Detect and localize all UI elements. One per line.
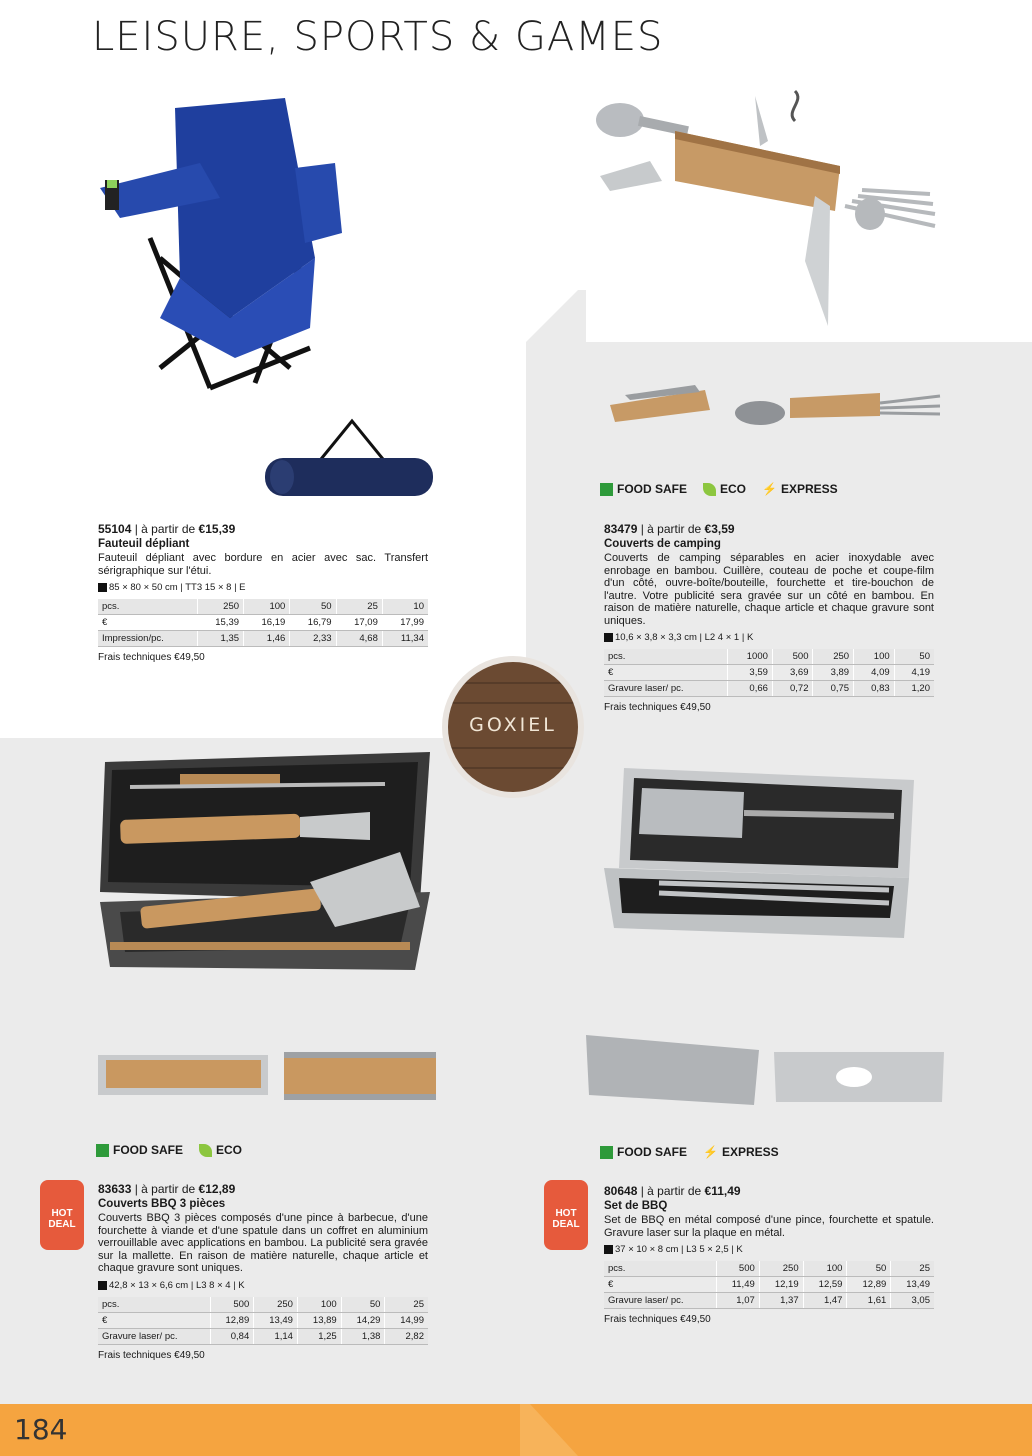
eco-leaf-icon <box>199 1144 212 1157</box>
eco-badge: ECO <box>703 482 746 496</box>
price-table: pcs. 500 250 100 50 25 € 11,49 12,19 12,59 12,89 13,49 Gravure laser/ pc. 1,07 1,37 1,47 1,61 3,05 <box>604 1261 934 1309</box>
dimensions-icon <box>98 583 107 592</box>
food-safe-badge: FOOD SAFE <box>600 1145 687 1159</box>
dimensions-icon <box>604 633 613 642</box>
product-description: Fauteuil dépliant avec bordure en acier avec sac. Transfert sérigraphique sur l'étui. <box>98 552 428 577</box>
bbq-case-thumbnails <box>96 1050 441 1105</box>
chair-bag-image <box>262 416 437 501</box>
bbq-set-case-thumbnails <box>584 1030 946 1110</box>
product-spec: 10,6 × 3,8 × 3,3 cm | L2 4 × 1 | K <box>604 631 934 644</box>
bbq-set-case-image <box>604 768 914 948</box>
product-name: Set de BBQ <box>604 1200 668 1212</box>
product-description: Couverts de camping séparables en acier inoxydable avec enrobage en bambou. Cuillère, couteau de poche et coupe-film d'un côté, ouvre-boîte/bouteille, fourchette et tire-bouchon de l'autre. Votre publicité sera gravée sur un côté en bambou. En raison de matière naturelle, chaque article et chaque gravure sont uniques. <box>604 552 934 627</box>
diagonal-corner-bottom <box>476 1350 536 1410</box>
product-80648: 80648 | à partir de €11,49 Set de BBQ Set de BBQ en métal composé d'une pince, fourchette et spatule. Gravure laser sur la plaque en métal. 37 × 10 × 8 cm | L3 5 × 2,5 | K pcs. 500 250 100 50 25 € 11,49 12,19 12,59 12,89 13,49 Gravure laser/ pc. 1,07 1,37 1,47 1,61 3,05 Frais techniques €49,50 <box>604 1184 934 1325</box>
goxiel-logo: GOXIEL <box>448 662 578 792</box>
product-55104: 55104 | à partir de €15,39 Fauteuil dépliant Fauteuil dépliant avec bordure en acier avec sac. Transfert sérigraphique sur l'étui. 85 × 80 × 50 cm | TT3 15 × 8 | E pcs. 250 100 50 25 10 € 15,39 16,19 16,79 17,09 17,99 Impression/pc. 1,35 1,46 2,33 4,68 11,34 Frais techniques €49,50 <box>98 522 428 663</box>
hot-deal-badge: HOT DEAL <box>544 1180 588 1250</box>
lightning-icon: ⚡ <box>703 1145 718 1159</box>
food-safe-badge: FOOD SAFE <box>96 1143 183 1157</box>
eco-leaf-icon <box>703 483 716 496</box>
footer-bar <box>0 1404 1032 1456</box>
badges-83633 <box>96 1143 242 1157</box>
product-spec: 85 × 80 × 50 cm | TT3 15 × 8 | E <box>98 581 428 594</box>
lightning-icon: ⚡ <box>762 482 777 496</box>
price-table: pcs. 500 250 100 50 25 € 12,89 13,49 13,89 14,29 14,99 Gravure laser/ pc. 0,84 1,14 1,25 1,38 2,82 <box>98 1297 428 1345</box>
food-safe-icon <box>96 1144 109 1157</box>
food-safe-badge: FOOD SAFE <box>600 482 687 496</box>
food-safe-icon <box>600 483 613 496</box>
product-description: Set de BBQ en métal composé d'une pince, fourchette et spatule. Gravure laser sur la plaque en métal. <box>604 1214 934 1239</box>
express-badge: ⚡ EXPRESS <box>703 1145 779 1159</box>
footer-diagonal <box>520 1404 580 1456</box>
price-table: pcs. 250 100 50 25 10 € 15,39 16,19 16,79 17,09 17,99 Impression/pc. 1,35 1,46 2,33 4,68 11,34 <box>98 599 428 647</box>
dimensions-icon <box>98 1281 107 1290</box>
hot-deal-badge: HOT DEAL <box>40 1180 84 1250</box>
diagonal-corner <box>526 290 586 350</box>
express-badge: ⚡ EXPRESS <box>762 482 838 496</box>
folding-chair-image <box>60 88 360 408</box>
product-description: Couverts BBQ 3 pièces composés d'une pince à barbecue, d'une fourchette à viande et d'une spatule dans un coffret en aluminium verrouillable avec applications en bambou. La publicité sera gravée sur la mallette. En raison de matière naturelle, chaque article et chaque gravure sont uniques. <box>98 1212 428 1274</box>
badges-83479 <box>600 482 838 496</box>
technical-fees: Frais techniques €49,50 <box>604 1314 711 1325</box>
dimensions-icon <box>604 1245 613 1254</box>
food-safe-icon <box>600 1146 613 1159</box>
technical-fees: Frais techniques €49,50 <box>98 652 205 663</box>
page-number: 184 <box>14 1413 68 1446</box>
product-name: Couverts de camping <box>604 538 721 550</box>
cutlery-thumbnail-2 <box>730 378 945 428</box>
price-table: pcs. 1000 500 250 100 50 € 3,59 3,69 3,89 4,09 4,19 Gravure laser/ pc. 0,66 0,72 0,75 0,83 1,20 <box>604 649 934 697</box>
product-83633: 83633 | à partir de €12,89 Couverts BBQ 3 pièces Couverts BBQ 3 pièces composés d'une pince à barbecue, d'une fourchette à viande et d'une spatule dans un coffret en aluminium verrouillable avec applications en bambou. La publicité sera gravée sur la mallette. En raison de matière naturelle, chaque article et chaque gravure sont uniques. 42,8 × 13 × 6,6 cm | L3 8 × 4 | K pcs. 500 250 100 50 25 € 12,89 13,49 13,89 14,29 14,99 Gravure laser/ pc. 0,84 1,14 1,25 1,38 2,82 Frais techniques €49,50 <box>98 1182 428 1361</box>
product-spec: 42,8 × 13 × 6,6 cm | L3 8 × 4 | K <box>98 1279 428 1292</box>
product-83479: 83479 | à partir de €3,59 Couverts de camping Couverts de camping séparables en acier inoxydable avec enrobage en bambou. Cuillère, couteau de poche et coupe-film d'un côté, ouvre-boîte/bouteille, fourchette et tire-bouchon de l'autre. Votre publicité sera gravée sur un côté en bambou. En raison de matière naturelle, chaque article et chaque gravure sont uniques. 10,6 × 3,8 × 3,3 cm | L2 4 × 1 | K pcs. 1000 500 250 100 50 € 3,59 3,69 3,89 4,09 4,19 Gravure laser/ pc. 0,66 0,72 0,75 0,83 1,20 Frais techniques €49,50 <box>604 522 934 713</box>
product-name: Fauteuil dépliant <box>98 538 190 550</box>
page-title: LEISURE, SPORTS & GAMES <box>92 14 664 60</box>
technical-fees: Frais techniques €49,50 <box>98 1349 205 1361</box>
badges-80648 <box>600 1145 779 1159</box>
camping-cutlery-image <box>590 86 940 331</box>
product-spec: 37 × 10 × 8 cm | L3 5 × 2,5 | K <box>604 1243 934 1256</box>
technical-fees: Frais techniques €49,50 <box>604 702 711 713</box>
eco-badge: ECO <box>199 1143 242 1157</box>
product-name: Couverts BBQ 3 pièces <box>98 1198 226 1210</box>
bbq-3-pieces-case-image <box>100 742 430 970</box>
cutlery-thumbnail-1 <box>605 380 715 425</box>
